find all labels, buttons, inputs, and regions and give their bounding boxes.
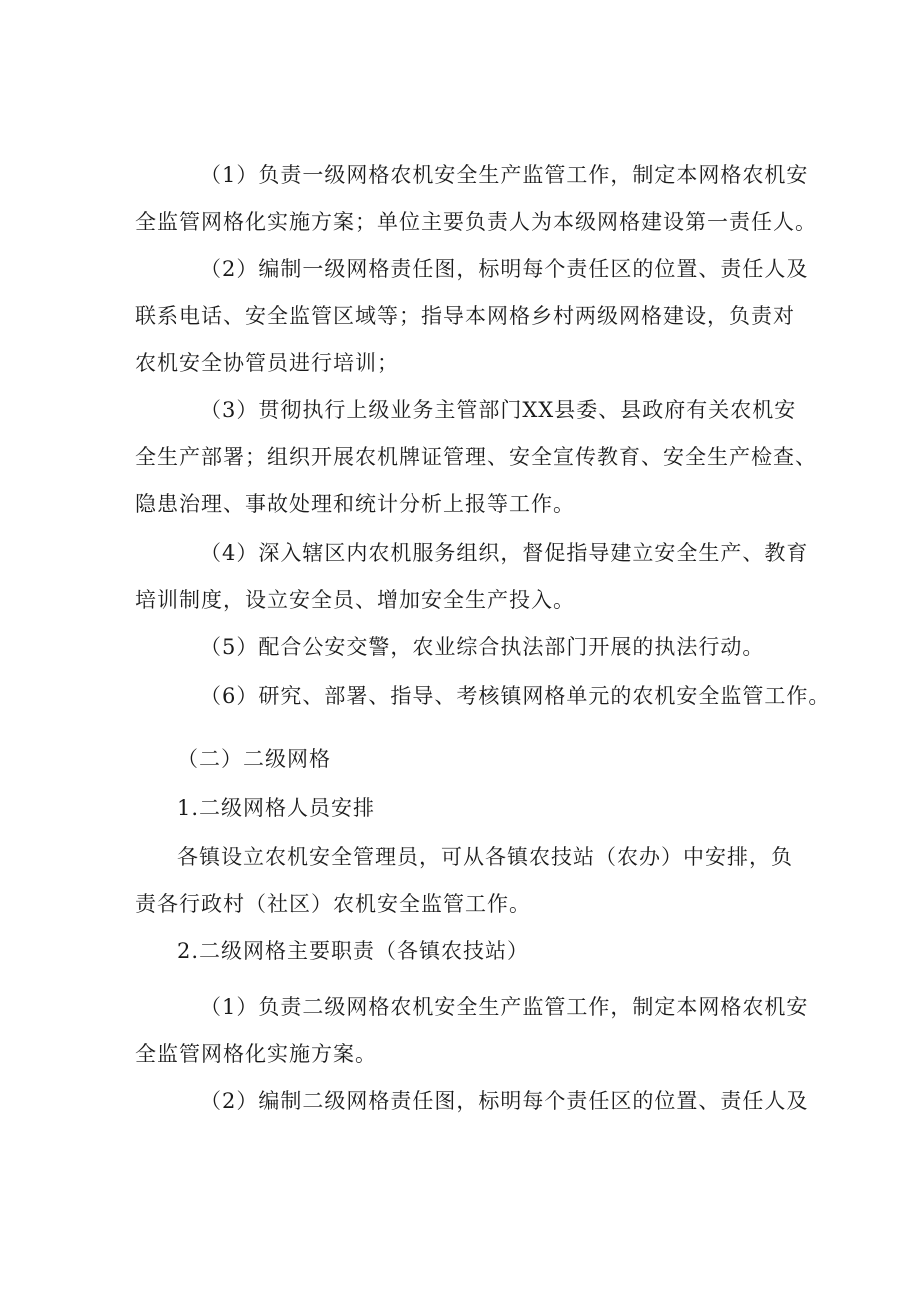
paragraph-7-line-1: 各镇设立农机安全管理员，可从各镇农技站（农办）中安排，负 [177,845,793,869]
paragraph-9-line-1: （2）编制二级网格责任图，标明每个责任区的位置、责任人及 [200,1089,809,1113]
paragraph-7-line-2: 责各行政村（社区）农机安全监管工作。 [135,892,531,916]
section-heading: （二）二级网格 [177,747,331,771]
subsection-heading-2: 2.二级网格主要职责（各镇农技站） [177,939,530,963]
paragraph-6-line-1: （6）研究、部署、指导、考核镇网格单元的农机安全监管工作。 [200,684,831,708]
paragraph-3-line-2: 全生产部署；组织开展农机牌证管理、安全宣传教育、安全生产检查、 [135,445,817,469]
paragraph-2-line-2: 联系电话、安全监管区域等；指导本网格乡村两级网格建设，负责对 [135,304,795,328]
paragraph-4-line-2: 培训制度，设立安全员、增加安全生产投入。 [135,588,575,612]
paragraph-3-line-3: 隐患治理、事故处理和统计分析上报等工作。 [135,492,575,516]
paragraph-1-line-1: （1）负责一级网格农机安全生产监管工作，制定本网格农机安 [200,163,809,187]
paragraph-2-line-1: （2）编制一级网格责任图，标明每个责任区的位置、责任人及 [200,257,809,281]
paragraph-4-line-1: （4）深入辖区内农机服务组织，督促指导建立安全生产、教育 [200,541,809,565]
paragraph-5-line-1: （5）配合公安交警，农业综合执法部门开展的执法行动。 [200,635,765,659]
paragraph-1-line-2: 全监管网格化实施方案；单位主要负责人为本级网格建设第一责任人。 [135,210,817,234]
paragraph-8-line-1: （1）负责二级网格农机安全生产监管工作，制定本网格农机安 [200,995,809,1019]
subsection-heading-1: 1.二级网格人员安排 [177,796,376,820]
paragraph-3-line-1: （3）贯彻执行上级业务主管部门XX县委、县政府有关农机安 [200,398,797,422]
paragraph-8-line-2: 全监管网格化实施方案。 [135,1042,377,1066]
paragraph-2-line-3: 农机安全协管员进行培训； [135,351,399,375]
